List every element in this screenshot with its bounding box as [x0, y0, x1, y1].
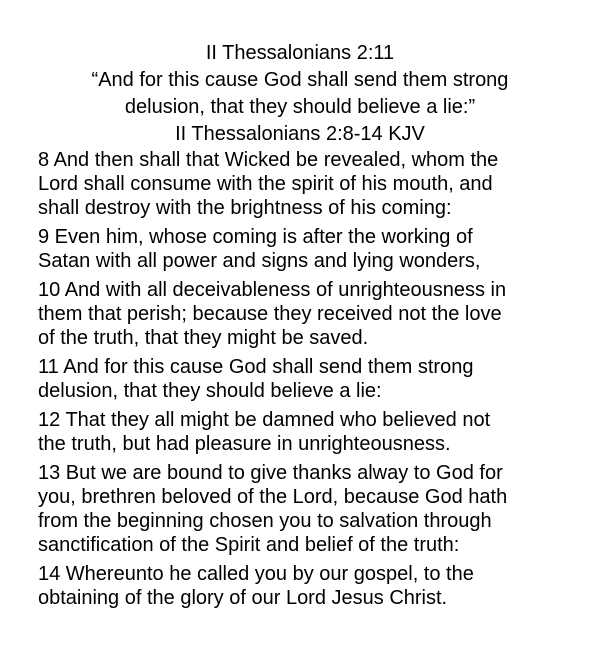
quote-line-1: “And for this cause God shall send them strong [91, 69, 509, 91]
verse-line: you, brethren beloved of the Lord, because God hath [38, 486, 508, 508]
verse-12 [38, 408, 562, 456]
verse-line: 11 And for this cause God shall send them strong [38, 356, 474, 378]
verse-9 [38, 225, 562, 273]
verse-reference: II Thessalonians 2:11 [205, 42, 395, 64]
verse-line: them that perish; because they received not the love [38, 303, 502, 325]
verse-14 [38, 562, 562, 610]
verse-line: 10 And with all deceivableness of unrighteousness in [38, 279, 507, 301]
verse-line: 13 But we are bound to give thanks alway to God for [38, 462, 503, 484]
verse-10 [38, 278, 562, 350]
verse-11 [38, 355, 562, 403]
verse-line: of the truth, that they might be saved. [38, 327, 369, 349]
verse-line: delusion, that they should believe a lie: [38, 380, 382, 402]
verse-line: the truth, but had pleasure in unrighteousness. [38, 433, 451, 455]
verse-line: 9 Even him, whose coming is after the working of [38, 226, 473, 248]
verse-line: 12 That they all might be damned who believed not [38, 409, 491, 431]
verse-line: from the beginning chosen you to salvation through [38, 510, 492, 532]
verse-list [38, 148, 562, 610]
verse-line: shall destroy with the brightness of his coming: [38, 197, 452, 219]
verse-line: obtaining of the glory of our Lord Jesus Christ. [38, 587, 448, 609]
verse-line: Lord shall consume with the spirit of his mouth, and [38, 173, 493, 195]
verse-8 [38, 148, 562, 220]
verse-line: 8 And then shall that Wicked be revealed, whom the [38, 149, 499, 171]
verse-line: sanctification of the Spirit and belief of the truth: [38, 534, 460, 556]
quote-line-2: delusion, that they should believe a lie:” [124, 96, 476, 118]
verse-line: Satan with all power and signs and lying wonders, [38, 250, 481, 272]
document-header [38, 40, 562, 148]
verse-13 [38, 461, 562, 557]
document-page [38, 40, 562, 615]
passage-reference: II Thessalonians 2:8-14 KJV [175, 123, 425, 145]
verse-line: 14 Whereunto he called you by our gospel, to the [38, 563, 474, 585]
